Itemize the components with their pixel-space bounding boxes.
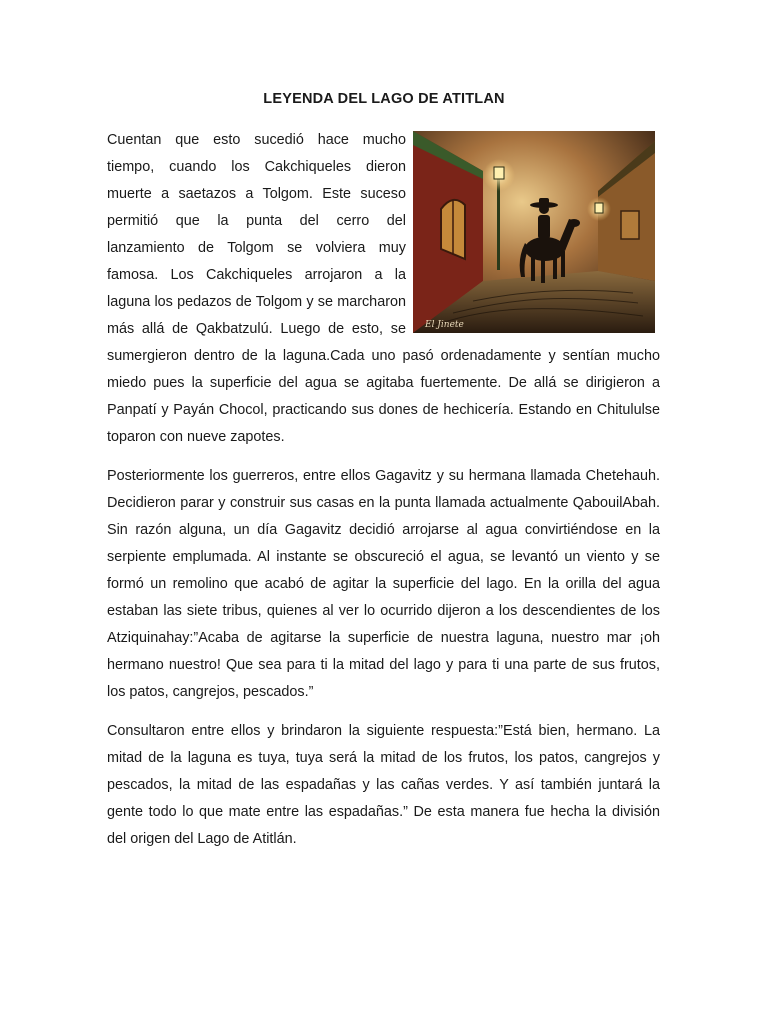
document-title: LEYENDA DEL LAGO DE ATITLAN xyxy=(263,91,505,107)
paragraph: Cuentan que esto sucedió hace mucho tiempo, cuando los Cakchiqueles dieron muerte a saetazos a Tolgom. Este suceso permitió que la punta del cerro del lanzamiento de Tolgom se volviera muy famosa. Los Cakchiqueles arrojaron a la laguna los pedazos de Tolgom y se marcharon más allá de Qakbatzulú. Luego de esto, se sumergieron dentro de la laguna.Cada uno pasó ordenadamente y sentían mucho miedo pues la superficie del agua se agitaba fuertemente. De allá se dirigieron a Panpatí y Payán Chocol, practicando sus dones de hechicería. Estando en Chitululse toparon con nueve zapotes. xyxy=(107,132,660,445)
paragraph: Consultaron entre ellos y brindaron la siguiente respuesta:”Está bien, hermano. La mitad de la laguna es tuya, tuya será la mitad de los frutos, los patos, cangrejos y pescados, la mitad de las espadañas y las cañas verdes. Y así también juntará la gente todo lo que mate entre las espadañas.” De esta manera fue hecha la división del origen del Lago de Atitlán. xyxy=(107,723,660,847)
document-body xyxy=(107,127,660,865)
illustration-signature: El Jinete xyxy=(425,320,464,330)
image-spacer xyxy=(406,127,660,339)
paragraph: Posteriormente los guerreros, entre ellos Gagavitz y su hermana llamada Chetehauh. Decidieron parar y construir sus casas en la punta llamada actualmente QabouilAbah. Sin razón alguna, un día Gagavitz decidió arrojarse al agua convirtiéndose en la serpiente emplumada. Al instante se obscureció el agua, se levantó un viento y se formó un remolino que acabó de agitar la superficie del lago. En la orilla del agua estaban las siete tribus, quienes al ver lo ocurrido dijeron a los descendientes de los Atziquinahay:”Acaba de agitarse la superficie de nuestra laguna, nuestro mar ¡oh hermano nuestro! Que sea para ti la mitad del lago y para ti una parte de sus frutos, los patos, cangrejos, pescados.” xyxy=(107,468,660,700)
